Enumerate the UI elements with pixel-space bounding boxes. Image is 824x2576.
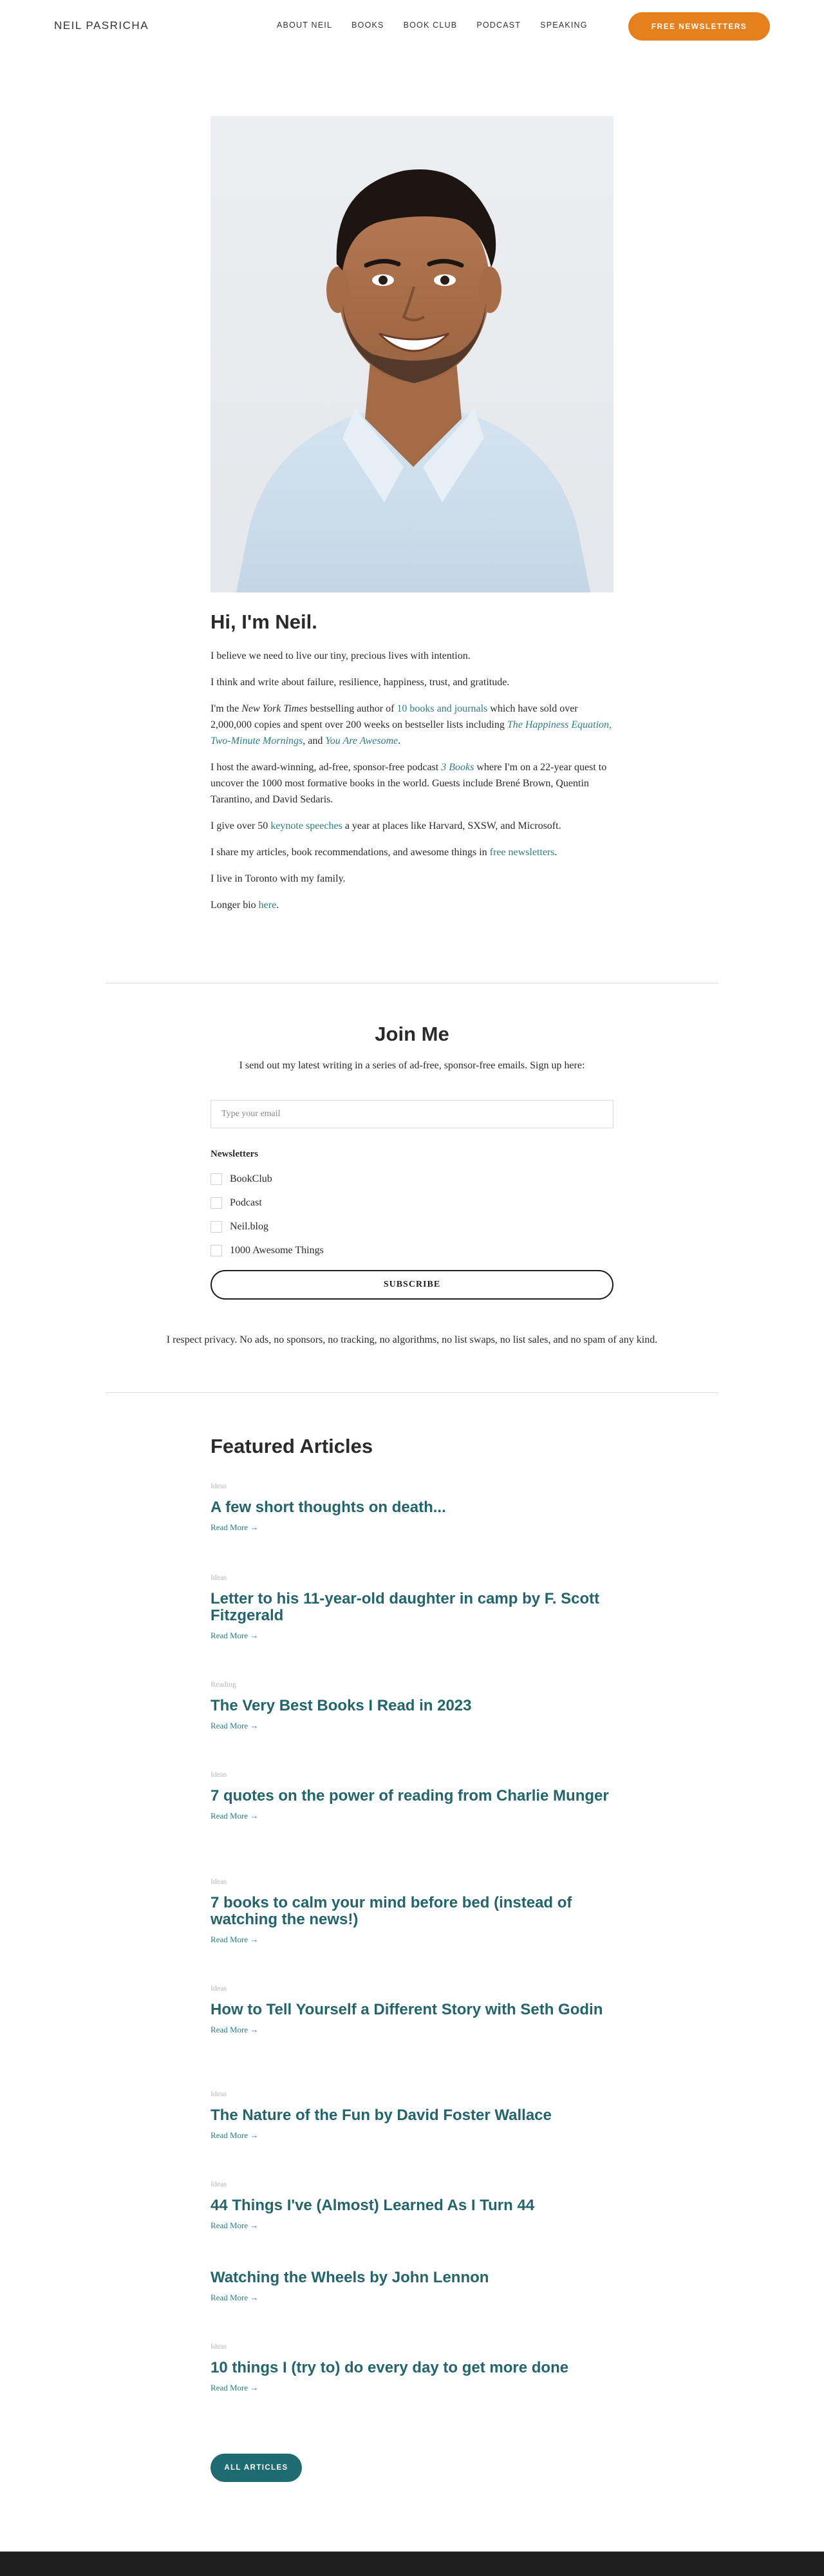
article-card	[211, 1573, 613, 1641]
read-more-link[interactable]: Read More →	[211, 1522, 259, 1532]
article-title-link[interactable]: 7 quotes on the power of reading from Charlie Munger	[211, 1787, 609, 1804]
intro-paragraph-8: Longer bio here.	[211, 900, 279, 911]
nav-books[interactable]: BOOKS	[351, 21, 384, 30]
join-heading: Join Me	[375, 1023, 449, 1045]
article-card	[211, 2342, 613, 2393]
privacy-note: I respect privacy. No ads, no sponsors, no tracking, no algorithms, no list swaps, no list sales, and no spam of any kind.	[166, 1334, 658, 1345]
article-title-link[interactable]: The Nature of the Fun by David Foster Wallace	[211, 2107, 552, 2124]
site-footer	[0, 2552, 824, 2576]
article-category[interactable]: Ideas	[211, 1877, 227, 1886]
intro-paragraph-4: I host the award-winning, ad-free, sponsor-free podcast 3 Books where I'm on a 22-year quest to uncover the 1000 most formative books in the world. Guests include Brené Brown, Quentin Tarantino, and David Sedaris.	[211, 762, 607, 805]
intro-paragraph-1: I believe we need to live our tiny, precious lives with intention.	[211, 650, 471, 661]
keynote-speeches-link[interactable]: keynote speeches	[270, 820, 342, 831]
read-more-link[interactable]: Read More →	[211, 1935, 259, 1944]
nav-speaking[interactable]: SPEAKING	[540, 21, 588, 30]
nyt-title: New York Times	[241, 703, 308, 714]
newsletter-option-1000-awesome-things[interactable]	[211, 1245, 324, 1256]
all-articles-button[interactable]: ALL ARTICLES	[211, 2454, 302, 2482]
free-newsletters-button[interactable]: FREE NEWSLETTERS	[628, 12, 770, 41]
article-title-link[interactable]: 44 Things I've (Almost) Learned As I Turn 44	[211, 2197, 535, 2214]
article-category[interactable]: Ideas	[211, 1573, 227, 1582]
featured-articles-heading: Featured Articles	[211, 1435, 373, 1457]
checkbox[interactable]	[211, 1173, 222, 1185]
article-category[interactable]: Ideas	[211, 2179, 227, 2188]
free-newsletters-link[interactable]: free newsletters	[489, 847, 555, 858]
read-more-link[interactable]: Read More →	[211, 2383, 259, 2392]
happiness-equation-link[interactable]: The Happiness Equation	[507, 719, 610, 730]
article-title-link[interactable]: 10 things I (try to) do every day to get more done	[211, 2359, 569, 2376]
longer-bio-link[interactable]: here	[258, 900, 277, 911]
books-and-journals-link[interactable]: 10 books and journals	[397, 703, 488, 714]
read-more-link[interactable]: Read More →	[211, 2221, 259, 2230]
read-more-link[interactable]: Read More →	[211, 2130, 259, 2140]
option-label: Neil.blog	[230, 1221, 268, 1232]
article-category[interactable]: Ideas	[211, 2342, 227, 2351]
intro-paragraph-5: I give over 50 keynote speeches a year at places like Harvard, SXSW, and Microsoft.	[211, 820, 561, 831]
intro-paragraph-2: I think and write about failure, resilience, happiness, trust, and gratitude.	[211, 677, 510, 688]
article-card	[211, 1984, 613, 2035]
option-label: BookClub	[230, 1173, 272, 1184]
article-category[interactable]: Ideas	[211, 1770, 227, 1779]
article-title-link[interactable]: Watching the Wheels by John Lennon	[211, 2269, 489, 2286]
newsletter-option-bookclub[interactable]	[211, 1173, 272, 1185]
checkbox[interactable]	[211, 1197, 222, 1209]
read-more-link[interactable]: Read More →	[211, 1811, 259, 1821]
checkbox[interactable]	[211, 1221, 222, 1233]
newsletter-option-podcast[interactable]	[211, 1197, 262, 1209]
author-portrait	[211, 116, 613, 592]
read-more-link[interactable]: Read More →	[211, 1631, 259, 1640]
intro-paragraph-6: I share my articles, book recommendations, and awesome things in free newsletters.	[211, 847, 557, 858]
article-card	[211, 2089, 613, 2141]
portrait-illustration	[211, 116, 613, 592]
article-card	[211, 2179, 613, 2231]
subscribe-button[interactable]: SUBSCRIBE	[211, 1270, 613, 1300]
article-card	[211, 1481, 613, 1533]
article-category[interactable]: Ideas	[211, 1481, 227, 1490]
intro-paragraph-3: I'm the New York Times bestselling author of 10 books and journals which have sold over 2,000,000 copies and spent over 200 weeks on bestseller lists including The Happiness Equation, Two-Minute Mornings, and You Are Awesome.	[211, 703, 612, 746]
article-category[interactable]: Reading	[211, 1680, 236, 1689]
main-nav	[277, 21, 607, 30]
article-card	[211, 1680, 613, 1731]
site-header	[0, 0, 824, 53]
newsletter-option-neil-blog[interactable]	[211, 1221, 268, 1233]
option-label: Podcast	[230, 1197, 262, 1208]
nav-podcast[interactable]: PODCAST	[476, 21, 521, 30]
article-title-link[interactable]: A few short thoughts on death...	[211, 1499, 446, 1516]
article-card	[211, 1877, 613, 1945]
join-subtitle: I send out my latest writing in a series of ad-free, sponsor-free emails. Sign up here:	[239, 1060, 585, 1071]
article-category[interactable]: Ideas	[211, 1984, 227, 1993]
nav-book-club[interactable]: BOOK CLUB	[403, 21, 458, 30]
article-title-link[interactable]: Letter to his 11-year-old daughter in camp by F. Scott Fitzgerald	[211, 1590, 600, 1624]
article-card	[211, 1770, 613, 1821]
checkbox[interactable]	[211, 1245, 222, 1256]
nav-about-neil[interactable]: ABOUT NEIL	[277, 21, 333, 30]
read-more-link[interactable]: Read More →	[211, 2025, 259, 2034]
read-more-link[interactable]: Read More →	[211, 2293, 259, 2302]
newsletters-label: Newsletters	[211, 1149, 259, 1159]
section-divider	[106, 1392, 718, 1393]
intro-section	[211, 611, 613, 923]
article-title-link[interactable]: The Very Best Books I Read in 2023	[211, 1697, 472, 1714]
intro-paragraph-7: I live in Toronto with my family.	[211, 873, 346, 884]
read-more-link[interactable]: Read More →	[211, 1721, 259, 1730]
two-minute-mornings-link[interactable]: Two-Minute Mornings	[211, 735, 303, 746]
article-category[interactable]: Ideas	[211, 2089, 227, 2098]
intro-heading: Hi, I'm Neil.	[211, 611, 317, 633]
option-label: 1000 Awesome Things	[230, 1245, 324, 1256]
you-are-awesome-link[interactable]: You Are Awesome	[325, 735, 398, 746]
article-category	[211, 2251, 613, 2260]
article-title-link[interactable]: 7 books to calm your mind before bed (instead of watching the news!)	[211, 1894, 572, 1928]
article-card	[211, 2251, 613, 2303]
article-title-link[interactable]: How to Tell Yourself a Different Story with Seth Godin	[211, 2001, 603, 2018]
email-input[interactable]	[211, 1100, 613, 1128]
three-books-link[interactable]: 3 Books	[441, 762, 474, 773]
brand-logo[interactable]: NEIL PASRICHA	[54, 19, 149, 32]
